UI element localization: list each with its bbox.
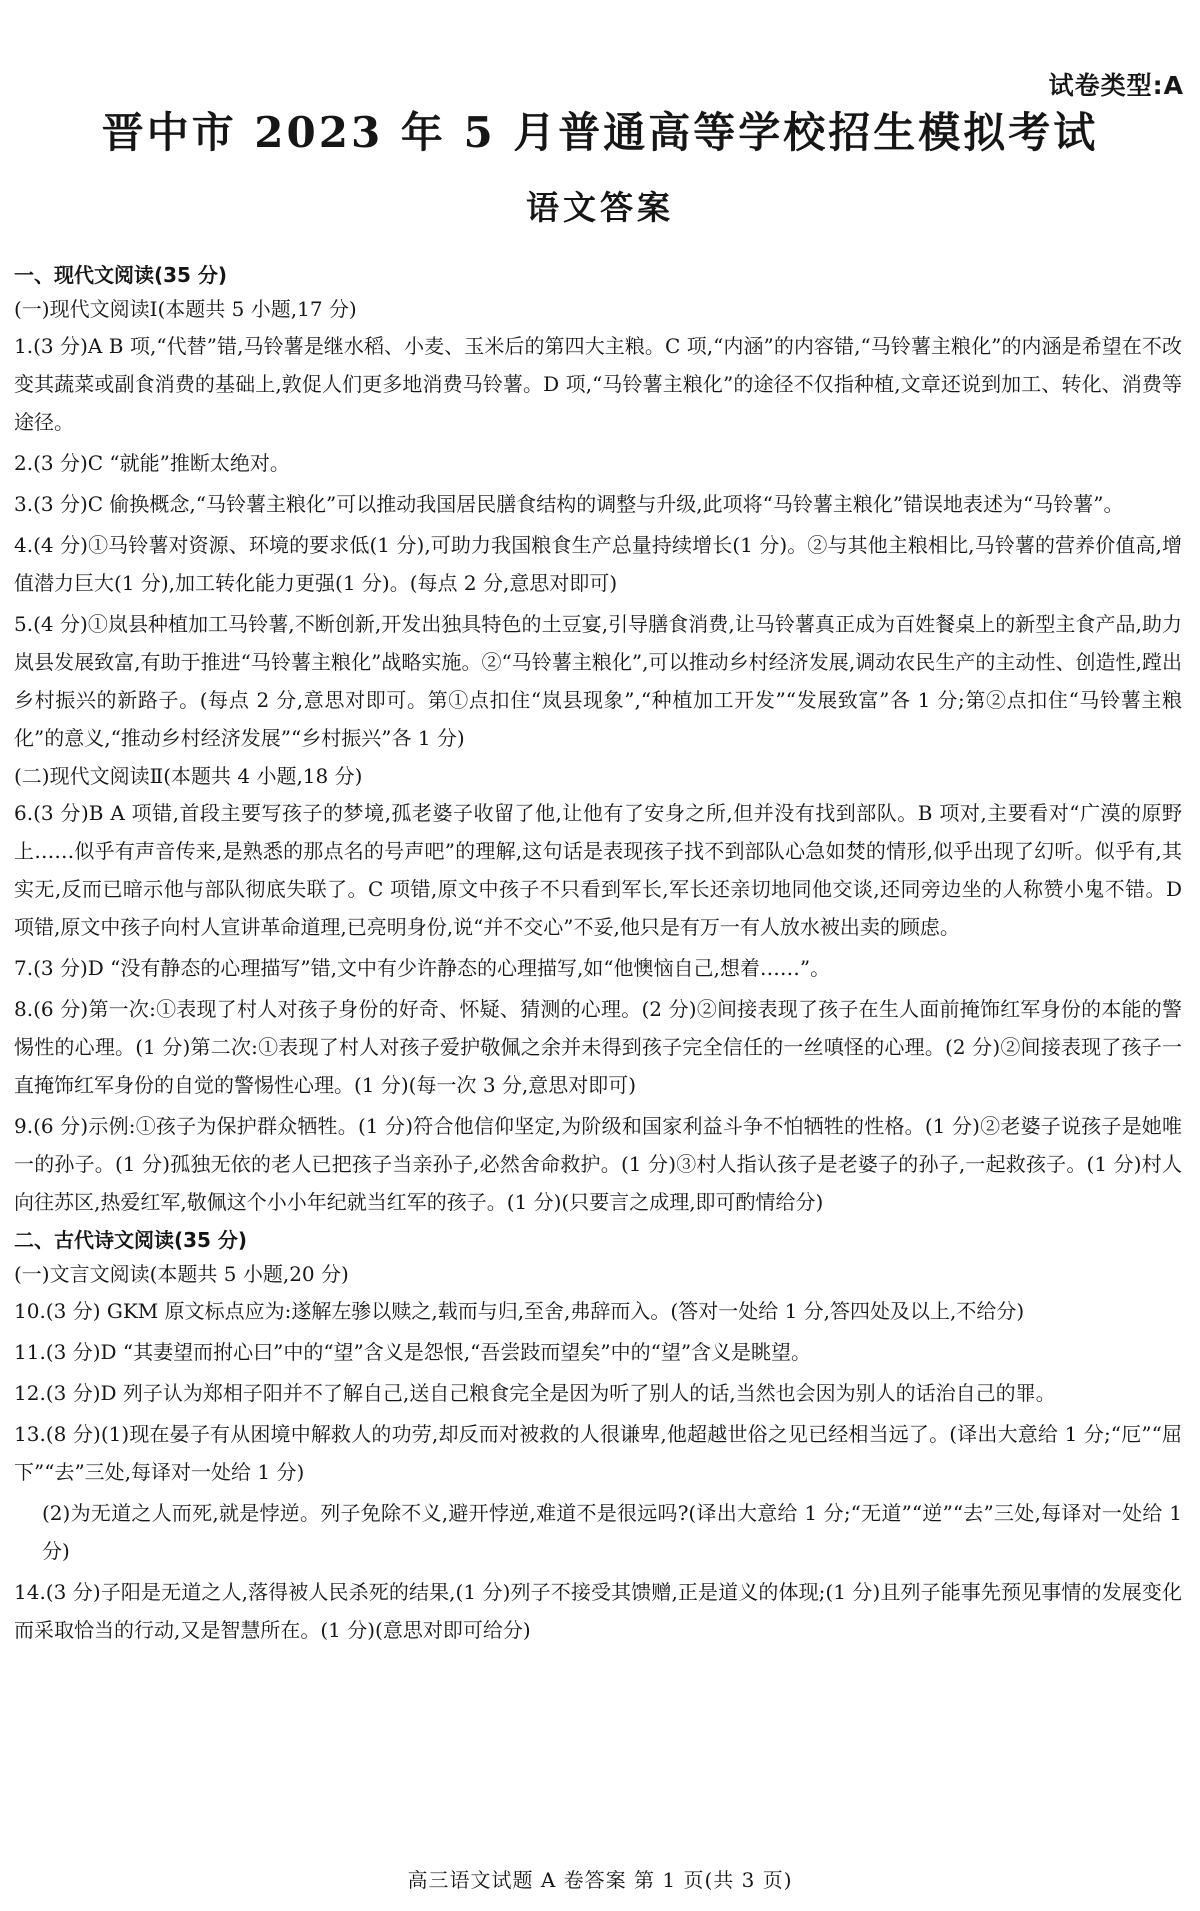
answer-item-13-part2: (2)为无道之人而死,就是悖逆。列子免除不义,避开悖逆,难道不是很远吗?(译出大意给 1 分;“无道”“逆”“去”三处,每译对一处给 1 分): [42, 1501, 1182, 1563]
answer-item-10: 10.(3 分) GKM 原文标点应为:遂解左骖以赎之,载而与归,至舍,弗辞而入。(答对一处给 1 分,答四处及以上,不给分): [14, 1299, 1025, 1323]
answer-item-6: 6.(3 分)B A 项错,首段主要写孩子的梦境,孤老婆子收留了他,让他有了安身之所,但并没有找到部队。B 项对,主要看对“广漠的原野上……似乎有声音传来,是熟悉的那点名的号声吧”的理解,这句话是表现孩子找不到部队心急如焚的情形,似乎出现了幻听。似乎有,其实无,反而已暗示他与部队彻底失联了。C 项错,原文中孩子不只看到军长,军长还亲切地同他交谈,还同旁边坐的人称赞小鬼不错。D 项错,原文中孩子向村人宣讲革命道理,已亮明身份,说“并不交心”不妥,他只是有万一有人放水被出卖的顾虑。: [14, 801, 1182, 939]
answer-item-8: 8.(6 分)第一次:①表现了村人对孩子身份的好奇、怀疑、猜测的心理。(2 分)②间接表现了孩子在生人面前掩饰红军身份的本能的警惕性的心理。(1 分)第二次:①表现了村人对孩子爱护敬佩之余并未得到孩子完全信任的一丝嗔怪的心理。(2 分)②间接表现了孩子一直掩饰红军身份的自觉的警惕性心理。(1 分)(每一次 3 分,意思对即可): [14, 997, 1182, 1097]
answer-content: [14, 258, 1182, 1652]
answer-item-11: 11.(3 分)D “其妻望而拊心曰”中的“望”含义是怨恨,“吾尝跂而望矣”中的“望”含义是眺望。: [14, 1340, 812, 1364]
subsection-heading: (二)现代文阅读Ⅱ(本题共 4 小题,18 分): [14, 764, 363, 788]
subsection-heading: (一)文言文阅读(本题共 5 小题,20 分): [14, 1262, 349, 1286]
answer-item-2: 2.(3 分)C “就能”推断太绝对。: [14, 451, 290, 475]
answer-item-4: 4.(4 分)①马铃薯对资源、环境的要求低(1 分),可助力我国粮食生产总量持续增长(1 分)。②与其他主粮相比,马铃薯的营养价值高,增值潜力巨大(1 分),加工转化能力更强(1 分)。(每点 2 分,意思对即可): [14, 533, 1182, 595]
section-heading: 一、现代文阅读(35 分): [14, 263, 228, 287]
answer-item-1: 1.(3 分)A B 项,“代替”错,马铃薯是继水稻、小麦、玉米后的第四大主粮。C 项,“内涵”的内容错,“马铃薯主粮化”的内涵是希望在不改变其蔬菜或副食消费的基础上,敦促人们更多地消费马铃薯。D 项,“马铃薯主粮化”的途径不仅指种植,文章还说到加工、转化、消费等途径。: [14, 334, 1182, 434]
answer-item-3: 3.(3 分)C 偷换概念,“马铃薯主粮化”可以推动我国居民膳食结构的调整与升级,此项将“马铃薯主粮化”错误地表述为“马铃薯”。: [14, 492, 1124, 516]
exam-title: 晋中市 2023 年 5 月普通高等学校招生模拟考试: [101, 108, 1099, 157]
answer-item-7: 7.(3 分)D “没有静态的心理描写”错,文中有少许静态的心理描写,如“他懊恼自己,想着……”。: [14, 956, 831, 980]
answer-item-9: 9.(6 分)示例:①孩子为保护群众牺牲。(1 分)符合他信仰坚定,为阶级和国家利益斗争不怕牺牲的性格。(1 分)②老婆子说孩子是她唯一的孙子。(1 分)孤独无依的老人已把孩子当亲孙子,必然舍命救护。(1 分)③村人指认孩子是老婆子的孙子,一起救孩子。(1 分)村人向往苏区,热爱红军,敬佩这个小小年纪就当红军的孩子。(1 分)(只要言之成理,即可酌情给分): [14, 1114, 1182, 1214]
page-footer: 高三语文试题 A 卷答案 第 1 页(共 3 页): [407, 1868, 793, 1892]
answer-item-12: 12.(3 分)D 列子认为郑相子阳并不了解自己,送自己粮食完全是因为听了别人的话,当然也会因为别人的话治自己的罪。: [14, 1381, 1056, 1405]
exam-subtitle: 语文答案: [526, 188, 674, 227]
answer-item-5: 5.(4 分)①岚县种植加工马铃薯,不断创新,开发出独具特色的土豆宴,引导膳食消费,让马铃薯真正成为百姓餐桌上的新型主食产品,助力岚县发展致富,有助于推进“马铃薯主粮化”战略实施。②“马铃薯主粮化”,可以推动乡村经济发展,调动农民生产的主动性、创造性,蹚出乡村振兴的新路子。(每点 2 分,意思对即可。第①点扣住“岚县现象”,“种植加工开发”“发展致富”各 1 分;第②点扣住“马铃薯主粮化”的意义,“推动乡村经济发展”“乡村振兴”各 1 分): [14, 612, 1182, 750]
paper-type-label: 试卷类型:A: [1048, 71, 1184, 100]
subsection-heading: (一)现代文阅读Ⅰ(本题共 5 小题,17 分): [14, 297, 357, 321]
section-heading: 二、古代诗文阅读(35 分): [14, 1228, 248, 1252]
answer-item-14: 14.(3 分)子阳是无道之人,落得被人民杀死的结果,(1 分)列子不接受其馈赠,正是道义的体现;(1 分)且列子能事先预见事情的发展变化而采取恰当的行动,又是智慧所在。(1 分)(意思对即可给分): [14, 1580, 1182, 1642]
answer-item-13: 13.(8 分)(1)现在晏子有从困境中解救人的功劳,却反而对被救的人很谦卑,他超越世俗之见已经相当远了。(译出大意给 1 分;“厄”“屈下”“去”三处,每译对一处给 1 分): [14, 1422, 1182, 1484]
